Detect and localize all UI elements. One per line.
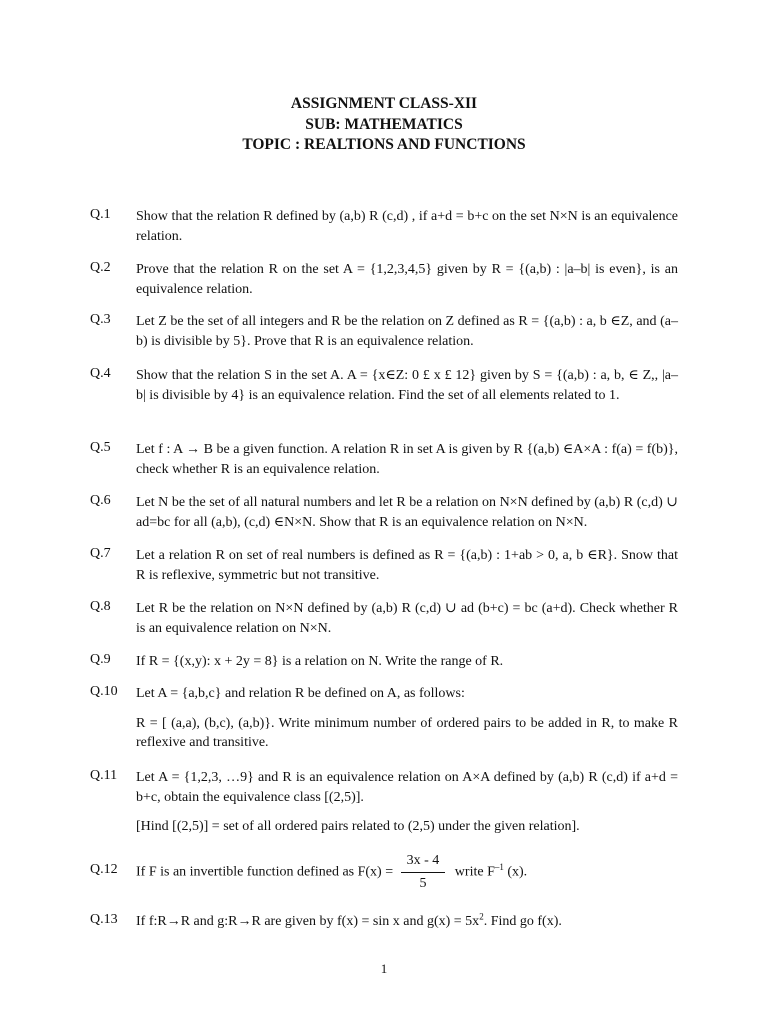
question-number: Q.1 [90,207,111,222]
question-text-end: . Find go f(x). [483,914,562,929]
question-text: Let N be the set of all natural numbers and let R be a relation on N×N defined by (a,b) R (c,d) ∪ ad=bc for all (a,b), (c,d) ∈N×N. Show that R is an equivalence relation on N×N. [136,495,678,530]
assignment-header [0,94,768,156]
question-text-end: (x). [503,864,528,880]
inverse-superscript: –1 [494,862,504,873]
question-number: Q.9 [90,652,111,667]
page-number: 1 [380,961,388,976]
question-text: Show that the relation S in the set A. A = {x∈Z: 0 £ x £ 12} given by S = {(a,b) : a, b, ∈ Z,, |a–b| is divisible by 4} is an equivalence relation. Find the set of all elements related to 1. [136,368,678,403]
question-text: Prove that the relation R on the set A = {1,2,3,4,5} given by R = {(a,b) : |a–b| is even}, is an equivalence relation. [136,262,678,297]
question-number: Q.3 [90,312,111,327]
assignment-title: ASSIGNMENT CLASS-XII [290,95,478,112]
question-text: Let f : A → B be a given function. A relation R in set A is given by R {(a,b) ∈A×A : f(a) = f(b)}, check whether R is an equivalence relation. [136,442,678,477]
question-number: Q.4 [90,366,111,381]
question-text: Let R be the relation on N×N defined by (a,b) R (c,d) ∪ ad (b+c) = bc (a+d). Check whether R is an equivalence relation on N×N. [136,601,678,636]
subject-line: SUB: MATHEMATICS [305,115,463,133]
fraction [401,852,446,893]
question-number: Q.10 [90,684,118,699]
question-text-tail: write F [454,864,495,880]
question-number: Q.7 [90,546,111,561]
fraction-denominator: 5 [419,876,427,891]
question-number: Q.8 [90,599,111,614]
question-number: Q.13 [90,912,118,927]
question-text: Let a relation R on set of real numbers is defined as R = {(a,b) : 1+ab > 0, a, b ∈R}. Snow that R is reflexive, symmetric but not transitive. [136,548,678,583]
question-number: Q.11 [90,768,118,783]
question-number: Q.12 [90,862,118,877]
fraction-numerator: 3x - 4 [401,852,446,873]
question-text: Show that the relation R defined by (a,b) R (c,d) , if a+d = b+c on the set N×N is an equivalence relation. [136,209,678,244]
question-text: Let Z be the set of all integers and R be the relation on Z defined as R = {(a,b) : a, b ∈Z, and (a–b) is divisible by 5}. Prove that R is an equivalence relation. [136,314,678,349]
question-hint: [Hind [(2,5)] = set of all ordered pairs related to (2,5) under the given relation]. [136,819,580,834]
question-text: Let A = {a,b,c} and relation R be defined on A, as follows: [136,686,465,701]
question-number: Q.2 [90,260,111,275]
question-text: Let A = {1,2,3, …9} and R is an equivalence relation on A×A defined by (a,b) R (c,d) if a+d = b+c, obtain the equivalence class [(2,5)]. [136,770,678,805]
exponent: 2 [479,911,484,922]
topic-line: TOPIC : REALTIONS AND FUNCTIONS [242,136,526,153]
question-subtext: R = [ (a,a), (b,c), (a,b)}. Write minimum number of ordered pairs to be added in R, to make R reflexive and transitive. [136,715,678,750]
question-number: Q.5 [90,440,111,455]
question-text: If F is an invertible function defined as F(x) = [136,864,394,880]
question-number: Q.6 [90,493,111,508]
question-text: If f:R→R and g:R→R are given by f(x) = sin x and g(x) = 5x [136,914,480,929]
question-text: If R = {(x,y): x + 2y = 8} is a relation on N. Write the range of R. [136,654,504,669]
